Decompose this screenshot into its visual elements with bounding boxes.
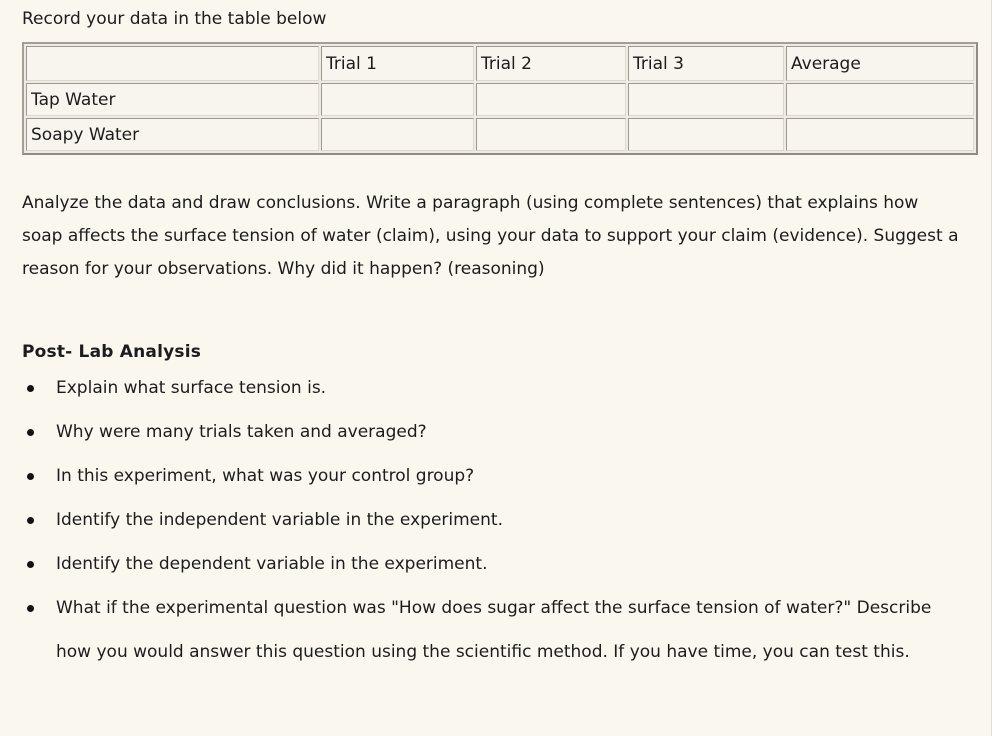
- bullet-icon: [27, 605, 34, 612]
- cell-soapy-trial-2: [476, 118, 626, 151]
- question-text: Identify the dependent variable in the experiment.: [56, 554, 488, 574]
- analysis-paragraph: Analyze the data and draw conclusions. Write a paragraph (using complete sentences) that explains how soap affects the surface tension of water (claim), using your data to support your claim (evidence). Suggest a reason for your observations. Why did it happen? (reasoning): [22, 193, 959, 279]
- cell-tap-average: [786, 83, 974, 116]
- header-trial-1: Trial 1: [321, 46, 474, 81]
- cell-soapy-trial-3: [628, 118, 784, 151]
- intro-text: Record your data in the table below: [22, 9, 327, 29]
- question-text: Explain what surface tension is.: [56, 378, 327, 398]
- post-lab-heading: Post- Lab Analysis: [22, 342, 202, 362]
- question-text: Why were many trials taken and averaged?: [56, 422, 427, 442]
- question-item: [22, 366, 952, 410]
- cell-tap-trial-2: [476, 83, 626, 116]
- question-item: [22, 542, 952, 586]
- bullet-icon: [27, 385, 34, 392]
- question-item: [22, 498, 952, 542]
- cell-soapy-trial-1: [321, 118, 474, 151]
- question-item: [22, 410, 952, 454]
- header-trial-2: Trial 2: [476, 46, 626, 81]
- question-item: [22, 454, 952, 498]
- header-trial-3: Trial 3: [628, 46, 784, 81]
- question-text: In this experiment, what was your control group?: [56, 466, 475, 486]
- bullet-icon: [27, 561, 34, 568]
- row-label-soapy-water: Soapy Water: [26, 118, 319, 151]
- table-row-tap-water: [26, 83, 974, 116]
- cell-tap-trial-3: [628, 83, 784, 116]
- header-average: Average: [786, 46, 974, 81]
- question-list: [22, 366, 952, 674]
- data-table: [22, 42, 978, 155]
- header-blank: [26, 46, 319, 81]
- bullet-icon: [27, 429, 34, 436]
- bullet-icon: [27, 473, 34, 480]
- question-item: [22, 586, 952, 674]
- question-text: What if the experimental question was "How does sugar affect the surface tension of water?" Describe how you would answer this question using the scientific method. If you have time, you can test this.: [56, 598, 932, 662]
- table-header-row: [26, 46, 974, 81]
- cell-soapy-average: [786, 118, 974, 151]
- row-label-tap-water: Tap Water: [26, 83, 319, 116]
- table-row-soapy-water: [26, 118, 974, 151]
- question-text: Identify the independent variable in the experiment.: [56, 510, 503, 530]
- bullet-icon: [27, 517, 34, 524]
- cell-tap-trial-1: [321, 83, 474, 116]
